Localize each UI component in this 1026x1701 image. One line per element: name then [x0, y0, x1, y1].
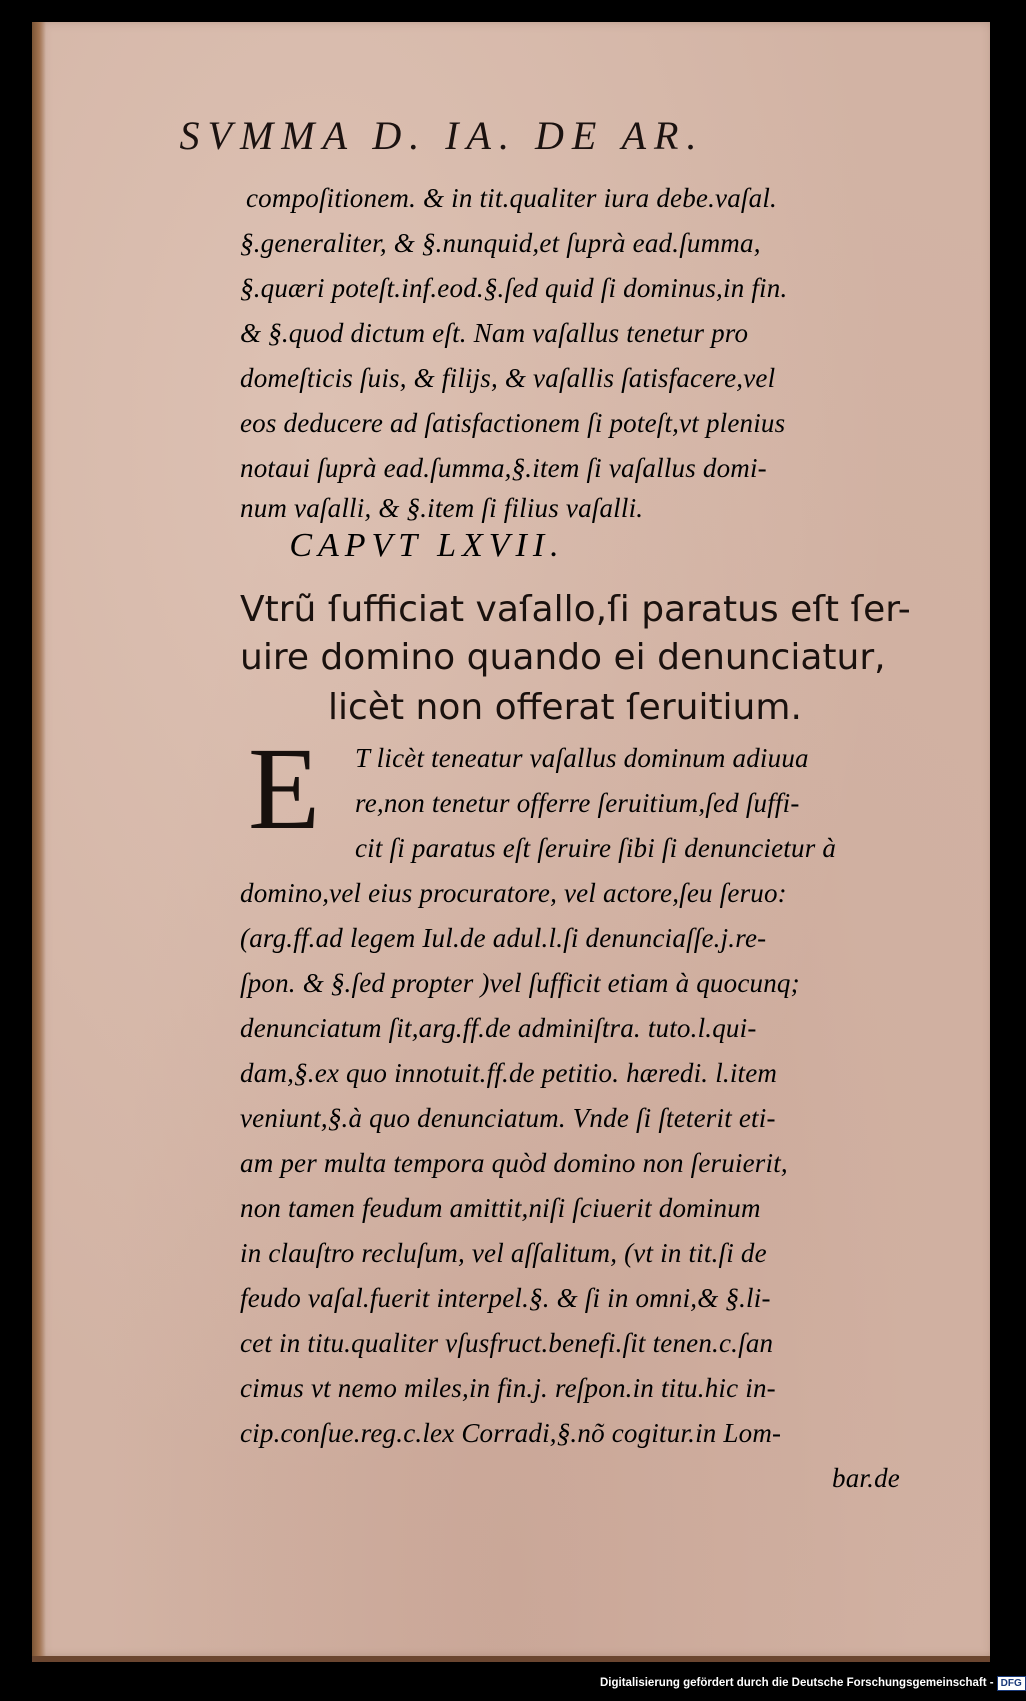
text-line: cip.conſue.reg.c.lex Corradi,§.nõ cogitur.in Lom- [240, 1418, 782, 1448]
text-line: non tamen feudum amittit,niſi ſciuerit dominum [240, 1193, 761, 1223]
digitization-credit [600, 1676, 1026, 1691]
text-line: num vaſalli, & §.item ſi filius vaſalli. [240, 493, 644, 523]
book-page [32, 22, 990, 1662]
text-line: dam,§.ex quo innotuit.ff.de petitio. hæredi. l.item [240, 1058, 778, 1088]
text-line: ſpon. & §.ſed propter )vel ſufficit etiam à quocunq; [240, 968, 800, 998]
text-line: eos deducere ad ſatisfactionem ſi poteſt,vt plenius [240, 408, 786, 438]
chapter-heading: CAPVT LXVII. [289, 527, 565, 564]
dfg-logo: DFG [997, 1676, 1026, 1691]
text-line: (arg.ff.ad legem Iul.de adul.l.ſi denunciaſſe.j.re- [240, 923, 767, 953]
rubric-line: Vtrũ ſufficiat vaſallo,ſi paratus eſt ſer- [240, 589, 911, 630]
text-line: T licèt teneatur vaſallus dominum adiuua [355, 743, 809, 773]
text-line: compoſitionem. & in tit.qualiter iura debe.vaſal. [246, 183, 777, 213]
text-line: in clauſtro recluſum, vel aſſalitum, (vt in tit.ſi de [240, 1238, 767, 1268]
text-line: denunciatum ſit,arg.ff.de adminiſtra. tuto.l.qui- [240, 1013, 757, 1043]
text-line: §.generaliter, & §.nunquid,et ſuprà ead.ſumma, [240, 228, 761, 258]
text-line: re,non tenetur offerre ſeruitium,ſed ſuffi- [355, 788, 800, 818]
text-line: am per multa tempora quòd domino non ſeruierit, [240, 1148, 788, 1178]
text-line: notaui ſuprà ead.ſumma,§.item ſi vaſallus domi- [240, 453, 767, 483]
book-spine-shadow [32, 22, 46, 1662]
running-head: SVMMA D. IA. DE AR. [179, 113, 705, 158]
text-line: veniunt,§.à quo denunciatum. Vnde ſi ſteterit eti- [240, 1103, 776, 1133]
text-line: domino,vel eius procuratore, vel actore,ſeu ſeruo: [240, 878, 787, 908]
rubric-line: uire domino quando ei denunciatur, [240, 637, 886, 678]
rubric-line: licèt non offerat ſeruitium. [328, 687, 802, 728]
text-line: feudo vaſal.fuerit interpel.§. & ſi in omni,& §.li- [240, 1283, 771, 1313]
decorated-initial: E [248, 723, 321, 854]
footer-text: Digitalisierung gefördert durch die Deutsche Forschungsgemeinschaft - [600, 1677, 994, 1689]
text-line: §.quæri poteſt.inf.eod.§.ſed quid ſi dominus,in fin. [240, 273, 788, 303]
text-line: cit ſi paratus eſt ſeruire ſibi ſi denuncietur à [355, 833, 837, 863]
catchword: bar.de [832, 1463, 900, 1493]
text-line: cimus vt nemo miles,in fin.j. reſpon.in titu.hic in- [240, 1373, 776, 1403]
page-bottom-edge [32, 1656, 990, 1662]
text-line: cet in titu.qualiter vſusfruct.benefi.ſit tenen.c.ſan [240, 1328, 774, 1358]
text-line: domeſticis ſuis, & filijs, & vaſallis ſatisfacere,vel [240, 363, 776, 393]
text-line: & §.quod dictum eſt. Nam vaſallus tenetur pro [240, 318, 749, 348]
